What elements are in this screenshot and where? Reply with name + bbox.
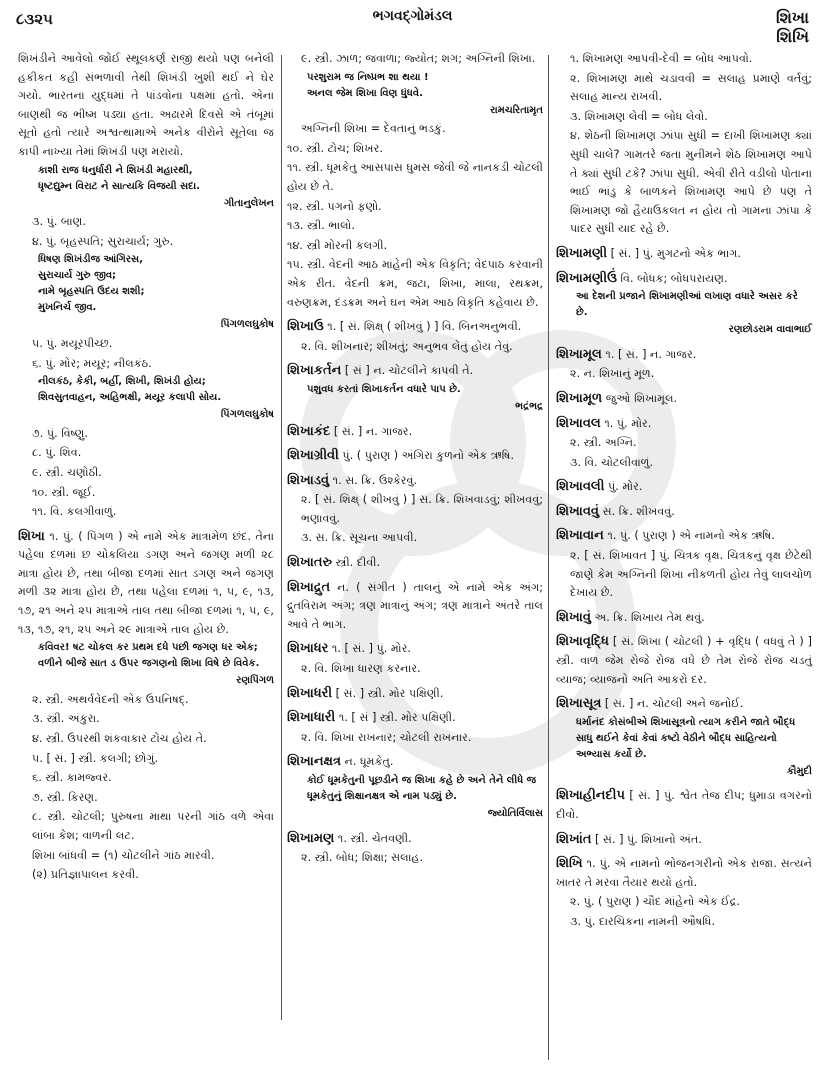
sense-definition: ૨. [ સં. શિક્ષ્ ( શીખવું ) ] સ. ક્રિ. શિખવાડવું; શીખવવું; ભણાવવું. <box>301 493 543 525</box>
dictionary-entry <box>556 245 812 264</box>
citation-quote: નામે બૃહસ્પતિ ઉદય શશી; <box>38 286 145 298</box>
citation-source: ગીતાનુલેખન <box>224 197 274 209</box>
dictionary-entry <box>287 753 543 772</box>
entry-definition: જુઓ શિખામૂલ. <box>602 391 678 405</box>
sense-definition: ૪. સ્ત્રી. ઉપરથી શંકવાકાર ટોચ હોય તે. <box>32 732 207 746</box>
entry-definition: ૧. [ સં. શિક્ષ્ ( શીખવું ) ] વિ. બિનઅનુભવી. <box>323 320 522 334</box>
entry-headword: શિખાવલી <box>556 479 605 495</box>
citation-source: ભદ્રંભદ્ર <box>515 400 543 412</box>
dictionary-entry <box>556 415 812 434</box>
sense-definition: ૪. શેઠની શિખામણ ઝાંપા સુધી = દાખી શિખામણ ક્યાં સુધી ચાલે? ગામતરે જતા મુનીમને શેઠ શિખામણ આપે તે ક્યાં સુધી ટકે? ઝાંપા સુધી. એવી રીતે વડીલો પોતાના ભાઈ ભાંડુ કે બાળકને શિખામણ આપે છે પણ તે શિખામણ જો હૈયાઉકલત ન હોય તો ગામના ઝાંપા કે પાદર સુધી યાદ રહે છે. <box>570 129 812 236</box>
guide-words <box>776 8 809 46</box>
sense-definition: ૨. સ્ત્રી. અથર્વવેદની એક ઉપનિષદ્. <box>32 692 189 706</box>
entry-headword: શિખામૂળ <box>556 390 603 406</box>
guide-word-last: શિખિ <box>776 27 809 46</box>
entry-headword: શિખિ <box>556 856 583 872</box>
sense-definition: અગ્નિની શિખા = દેવતાનું ભડકું. <box>301 122 446 136</box>
entry-headword: શિખાકર્તન <box>287 363 342 379</box>
entry-headword: શિખાવું <box>556 609 591 625</box>
dictionary-entry <box>287 640 543 659</box>
entry-headword: શિખાંત <box>556 831 592 847</box>
entry-headword: શિખાધરી <box>287 685 333 701</box>
entry-definition: ૧. [ સં. ] પું. મોર. <box>328 642 411 656</box>
citation-quote: સુરાચાર્ય ગુરુ જીવ; <box>38 270 117 282</box>
entry-definition: [ સં. ] ન. ગાજર. <box>330 424 413 438</box>
dictionary-entry <box>287 579 543 635</box>
dictionary-entry <box>287 554 543 573</box>
dictionary-entry <box>287 685 543 704</box>
entry-headword: શિખામૂલ <box>556 346 602 362</box>
entry-headword: શિખાવવું <box>556 503 600 519</box>
dictionary-entry <box>287 472 543 491</box>
sense-definition: ૭. સ્ત્રી. કિરણ. <box>32 790 98 804</box>
sense-definition: ૮. પું. શિવ. <box>32 446 82 460</box>
column-1 <box>18 50 274 886</box>
dictionary-entry <box>556 527 812 546</box>
entry-headword: શિખામણ <box>287 830 335 846</box>
entry-headword: શિખાકંદ <box>287 423 331 439</box>
dictionary-entry <box>18 528 274 640</box>
sense-definition: ૩. વિ. ચોટલીવાળું. <box>570 455 654 469</box>
entry-definition: [ સં. ] પું. મુગટનો એક ભાગ. <box>607 246 741 260</box>
sense-definition: ૮. સ્ત્રી. ચોટલી; પુરુષના માથા પરની ગાંઠ વળે એવા લાંબા કેશ; વાળની લટ. <box>32 810 274 842</box>
sense-definition: ૩. શિખામણ લેવી = બોધ લેવો. <box>570 109 708 123</box>
citation-source: કૌમુદી <box>786 765 812 777</box>
citation-source: રણછોડરામ વાવાભાઈ <box>728 324 812 336</box>
column-2 <box>287 50 543 869</box>
definition-paragraph: ૧૦. સ્ત્રી. ટોચ; શિખર. <box>287 141 383 155</box>
sense-definition: ૭. પું. વિષ્ણુ. <box>32 426 88 440</box>
citation-quote: ધિષણ શિખંડીજ આંગિરસ, <box>38 254 143 266</box>
sense-definition: ૨. વિ. શિખા રાખનાર; ચોટલી રાખનાર. <box>301 730 472 744</box>
entry-definition: પું. મોર. <box>604 480 643 494</box>
dictionary-entry <box>287 830 543 849</box>
sense-definition: ૬. સ્ત્રી. કામજ્વર. <box>32 771 112 785</box>
sense-definition: ૩. પું. બાણ. <box>32 215 86 229</box>
dictionary-entry <box>287 318 543 337</box>
sense-definition: ૩. પું. દારચિકના નામની ઔષધિ. <box>570 914 716 928</box>
entry-headword: શિખાધારી <box>287 710 336 726</box>
entry-definition: [ સં. શિખા ( ચોટલી ) + વૃદ્ધિ ( વધવું તે ) ] સ્ત્રી. વાળ જેમ રોજે રોજ વધે છે તેમ રોજે રોજ ચડતું વ્યાજ; વ્યાજનો અતિ આકરો દર. <box>556 635 812 686</box>
entry-headword: શિખાસૂત્ર <box>556 696 602 712</box>
entry-definition: ૧. પું. મોર. <box>600 416 652 430</box>
dictionary-entry <box>556 478 812 497</box>
dictionary-entry <box>556 787 812 824</box>
entry-headword: શિખાતરુ <box>287 555 332 571</box>
sense-definition: ૨. શિખામણ માથે ચડાવવી = સલાહ પ્રમાણે વર્તવું; સલાહ માન્ય રાખવી. <box>570 71 812 104</box>
sense-definition: શિખા બાંધવી = (૧) ચોટલીને ગાંઠ મારવી. <box>32 848 215 862</box>
sense-definition: ૨. વિ. શીખનાર; શીખતું; અનુભવ લેતું હોય તેવું. <box>301 339 513 353</box>
citation-quote: પરશુરામ જ નિષ્પ્રભ શા થયા ! <box>307 71 429 83</box>
entry-definition: પું. ( પુરાણ ) અંગિરા કુળનો એક ઋષિ. <box>338 449 515 463</box>
sense-definition: ૯. સ્ત્રી. ચણોઠી. <box>32 465 102 479</box>
page-header <box>0 0 825 52</box>
entry-headword: શિખાડવું <box>287 472 330 488</box>
sense-definition: ૩. સ્ત્રી. અંકુરા. <box>32 712 100 726</box>
entry-definition: અ. ક્રિ. શિખાય તેમ થવું. <box>590 610 705 624</box>
entry-headword: શિખાવલ <box>556 415 601 431</box>
sense-definition: ૧૦. સ્ત્રી. જૂઈ. <box>32 485 96 499</box>
page-number: ૮૩૨૫ <box>16 10 53 28</box>
guide-word-first: શિખા <box>775 8 809 27</box>
entry-headword: શિખાદ્રુત <box>287 579 331 595</box>
sense-definition: ૨. [ સં. શિખાવત ] પું. ચિત્રક વૃક્ષ. ચિત્રકનું વૃક્ષ છેટેથી જાણે કેમ અગ્નિની શિખા નીકળતી હોય તેવું લાલચોળ દેખાય છે. <box>570 549 812 600</box>
entry-definition: ૧. પું. ( પિંગળ ) એ નામે એક માત્રામેળ છંદ. તેના પહેલા દળમાં છ ચોકલિયા ડગણ અને જગણ મળી ૨૮ માત્રા હોય છે, તથા બીજા દળમાં સાત ડગણ અને જગણ મળી ૩૨ માત્રા હોય છે, તથા પહેલા દળમાં ૧, ૫, ૯, ૧૩, ૧૭, ૨૧ અને ૨૫ માત્રાએ તાલ તથા બીજા દળમાં ૧, ૫, ૯, ૧૩, ૧૭, ૨૧, ૨૫ અને ૨૯ માત્રાએ તાલ હોય છે. <box>18 529 274 636</box>
entry-definition: સ્ત્રી. દીવી. <box>331 556 381 570</box>
sense-definition: ૬. પું. મોર; મયૂર; નીલકંઠ. <box>32 356 152 370</box>
entry-definition: ૧. પું. એ નામનો ભોજનગરીનો એક રાજા. સત્યને ખાતર તે મરવા તૈયાર થયો હતો. <box>556 857 812 889</box>
dictionary-entry <box>556 609 812 628</box>
column-3 <box>556 50 812 933</box>
definition-paragraph: ૧૪. સ્ત્રી મોરની કલગી. <box>287 238 388 252</box>
entry-definition: ૧. સ્ત્રી. ચેતવણી. <box>334 831 412 845</box>
entry-headword: શિખાધર <box>287 641 329 657</box>
dictionary-entry <box>287 447 543 466</box>
sense-definition: ૨. સ્ત્રી. બોધ; શિક્ષા; સલાહ. <box>301 851 423 865</box>
citation-quote: ધર્માનંદ કોસંબીએ શિખાસૂત્રનો ત્યાગ કરીને જાતે બૌદ્ધ સાધુ થઈને કેવાં કેવાં કષ્ટો વેઠીને બૌદ્ધ સાહિત્યનો અભ્યાસ કર્યો છે. <box>576 716 796 760</box>
entry-headword: શિખાનક્ષત્ર <box>287 754 341 770</box>
entry-definition: [ સં. ] ન. ચોટલી અને જનોઈ. <box>601 697 744 711</box>
dictionary-entry <box>287 362 543 381</box>
sense-definition: ૨. સ્ત્રી. અગ્નિ. <box>570 436 637 450</box>
sense-definition: ૫. પું. મયૂરપીચ્છ. <box>32 336 113 350</box>
entry-definition: ૧. [ સં ] સ્ત્રી. મોર પક્ષિણી. <box>335 711 456 725</box>
dictionary-entry <box>556 831 812 850</box>
sense-definition: ૪. પું. બૃહસ્પતિ; સુરાચાર્ય; ગુરુ. <box>32 234 174 248</box>
sense-definition: ૨. પું. ( પુરાણ ) ચૌદ માંહેનો એક ઈંદ્ર. <box>570 895 740 909</box>
definition-paragraph: ૧૩. સ્ત્રી. ભાલો. <box>287 219 355 233</box>
entry-headword: શિખાહીનદીપ <box>556 788 625 804</box>
citation-quote: ધૃષ્ટદ્યુમ્ન વિરાટ ને સાત્યકિ વિજયી સદા. <box>38 180 201 192</box>
dictionary-entry <box>556 346 812 365</box>
entry-definition: સ. ક્રિ. શીખવવું. <box>599 504 675 518</box>
citation-quote: શિવસુતવાહન, અહિભક્ષી, મયૂર કલાપી સોય. <box>38 392 222 404</box>
entry-definition: [ સં. ] પું. શ્વેત તેજ દીપ; ધુમાડા વગરનો દીવો. <box>556 789 812 821</box>
entry-definition: [ સં. ] પું. શિખાનો અંત. <box>591 832 702 846</box>
sense-definition: (૨) પ્રતિજ્ઞાપાલન કરવી. <box>32 868 139 882</box>
entry-headword: શિખાવૃદ્ધિ <box>556 634 609 650</box>
definition-paragraph: ૧૧. સ્ત્રી. ધૂમકેતુ આસપાસ ધુમસ જેવી જે નાનકડી ચોટલી હોય છે તે. <box>287 161 543 193</box>
column-divider <box>548 55 549 1060</box>
entry-definition: ન. ધૂમકેતુ. <box>340 755 394 769</box>
citation-quote: અનલ જેમ શિખા વિણ ધુંધવે. <box>307 87 423 99</box>
dictionary-entry <box>556 695 812 714</box>
entry-definition: ન. ( સંગીત ) તાલનું એ નામે એક અંગ; દ્રુતવિરામ અંગ; ત્રણ માત્રાનું અંગ; ત્રણ માત્રાને અંતરે તાલ આવે તે ભાગ. <box>287 580 543 631</box>
citation-quote: કાશી રાજ ધનુર્ધારી ને શિખંડી મહારથી, <box>38 164 193 176</box>
column-divider <box>281 55 282 1020</box>
citation-quote: કવિવર! ષટ ચોકલ કર પ્રથમ દધે પછી જગણ ધર એક; વળીને બીજે સાત ડ ઉપર જગણનો શિખા વિષે છે વિવેક. <box>38 642 260 670</box>
entry-headword: શિખામણીઉં <box>556 270 617 286</box>
sense-definition: ૫. [ સં. ] સ્ત્રી. કલગી; છોગું. <box>32 751 159 765</box>
entry-headword: શિખા <box>18 528 45 544</box>
sense-definition: ૧૧. વિ. કલગીવાળું. <box>32 505 117 519</box>
citation-source: પિંગળલઘુકોષ <box>220 409 274 421</box>
sense-definition: ૨. વિ. શિખા ધારણ કરનાર. <box>301 662 421 676</box>
dictionary-entry <box>287 709 543 728</box>
sense-definition: ૨. ન. શિખાનું મૂળ. <box>570 367 655 381</box>
citation-source: જ્યોતિર્વિલાસ <box>487 808 543 819</box>
dictionary-entry <box>556 633 812 689</box>
dictionary-entry <box>287 423 543 442</box>
definition-paragraph: શિખંડીને આવેલો જોઈ સ્થૂલકર્ણ રાજી થયો પણ બનેલી હકીકત કહી સંભળાવી તેથી શિખંડી ખુશી થઈ ને ઘેર ગયો. ભારતના યુદ્ધમાં તે પાંડવોના પક્ષમાં હતો. એના બાણથી જ ભીષ્મ પડ્યા હતા. અઢારમે દિવસે એ તંબૂમાં સૂતો હતો ત્યારે અશ્વત્થામાએ અનેક વીરોને સૂતેલા જ કાપી નાખ્યા તેમાં શિખંડી પણ મરાયો. <box>18 52 274 158</box>
book-title: ભગવદ્ગોમંડલ <box>372 8 453 24</box>
sense-definition: ૧. શિખામણ આપવી-દેવી = બોધ આપવો. <box>570 52 753 65</box>
dictionary-entry <box>556 503 812 522</box>
citation-quote: નીલકંઠ, કેકી, બર્હી, શિખી, શિખંડી હોય; <box>38 376 206 388</box>
citation-quote: આ દેશની પ્રજાને શિખામણીઆં લખાણ વધારે અસર કરે છે. <box>576 291 798 319</box>
entry-headword: શિખાવાન <box>556 528 604 544</box>
definition-paragraph: ૧૨. સ્ત્રી. પગનો ફણો. <box>287 199 382 213</box>
entry-definition: ૧. સ. ક્રિ. ઉશ્કેરવું. <box>329 473 418 487</box>
entry-definition: [ સં. ] સ્ત્રી. મોર પક્ષિણી. <box>332 686 444 700</box>
entry-definition: વિ. બોધક; બોધપરાયણ. <box>616 271 728 285</box>
definition-paragraph: ૧૫. સ્ત્રી. વેદની આઠ માંહેની એક વિકૃતિ; વેદપાઠ કરવાની એક રીત. વેદની ક્રમ, જટા, શિખા, માલા, રથક્રમ, વરુણક્રમ, દંડક્રમ અને ઘન એમ આઠ વિકૃતિ કહેવાય છે. <box>287 258 543 309</box>
entry-headword: શિખાગ્રીવી <box>287 448 339 464</box>
sense-definition: ૯. સ્ત્રી. ઝાળ; જવાળા; જ્યોત; શગ; અગ્નિની શિખા. <box>301 52 536 65</box>
dictionary-entry <box>556 855 812 892</box>
citation-quote: મુખનિર્ચ જીવ. <box>38 302 97 314</box>
sense-definition: ૩. સ. ક્રિ. સૂચના આપવી. <box>301 531 418 545</box>
dictionary-entry <box>556 270 812 289</box>
citation-source: રણપિંગળ <box>236 675 274 687</box>
citation-source: રામચરિતામૃત <box>490 104 543 116</box>
entry-definition: ૧. [ સં. ] ન. ગાજર. <box>601 347 697 361</box>
citation-quote: કોઈ ધૂમકેતુની પૂછડીને જ શિખા કહે છે અને તેને લીધે જ ધૂમકેતુનું શિક્ષાનક્ષત્ર એ નામ પડ્યું છે. <box>307 775 537 802</box>
entry-definition: ૧. પું. ( પુરાણ ) એ નામનો એક ઋષિ. <box>603 529 775 543</box>
dictionary-entry <box>556 390 812 409</box>
citation-source: પિંગળલઘુકોષ <box>220 319 274 331</box>
entry-definition: [ સં ] ન. ચોટલીને કાપવી તે. <box>341 364 474 378</box>
entry-headword: શિખામણી <box>556 245 608 261</box>
citation-quote: પશુવધ કરતાં શિખાકર્તન વધારે પાપ છે. <box>307 383 461 395</box>
entry-headword: શિખાઉ <box>287 319 324 335</box>
